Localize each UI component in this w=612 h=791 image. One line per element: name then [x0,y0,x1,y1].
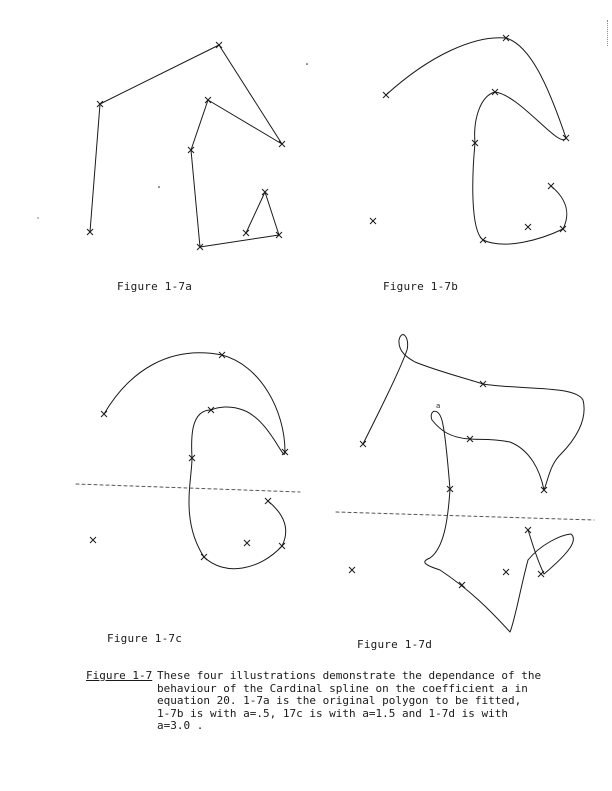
caption-line: 1-7b is with a=.5, 17c is with a=1.5 and 1-7d is with [157,706,508,720]
figure-c-spline [76,353,300,569]
figure-c-label: Figure 1-7c [107,632,183,645]
caption-line: behaviour of the Cardinal spline on the coefficient a in [157,681,528,695]
figure-a-polygon [90,45,282,247]
caption-line: These four illustrations demonstrate the dependance of the [157,669,542,682]
figure-d-label: Figure 1-7d [357,638,433,651]
caption-text [157,669,542,733]
page-edge-mark [607,20,610,46]
caption-line: equation 20. 1-7a is the original polygon to be fitted, [157,694,522,707]
figure-a-label: Figure 1-7a [117,280,193,293]
caption-line: a=3.0 . [157,719,204,732]
caption-label: Figure 1-7 [86,669,153,682]
figure-b-label: Figure 1-7b [383,280,459,293]
figure-d-small-mark: a [436,402,441,410]
scan-specks [37,63,307,218]
control-point-markers [87,35,569,588]
